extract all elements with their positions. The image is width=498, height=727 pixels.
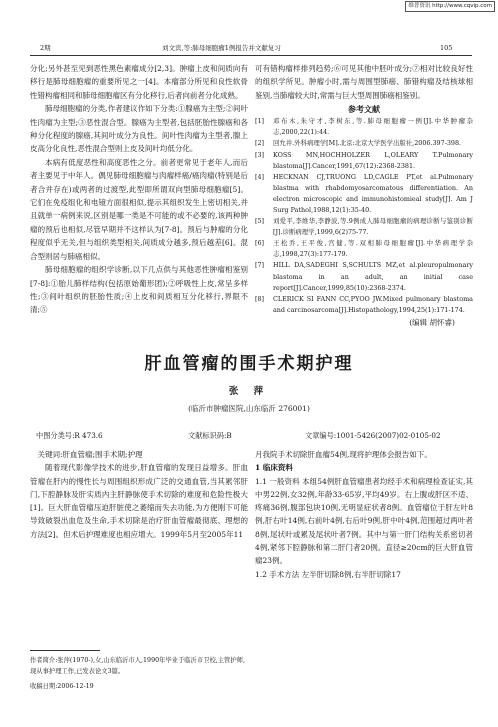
- paragraph: 肺母细胞瘤的分类,作者建议作如下分类:①腺癌为主型;②间叶性肉瘤为主型;③恶性混合型。腺癌为主型者,包括胚胎性腺癌和各种分化程度的腺癌,其间叶成分为良性。间叶性肉瘤为主型者,腺上皮高分化良性,恶性混合型则上皮及间叶均低分化。: [30, 104, 248, 154]
- reference-item: [6] 王松乔,王平俊,宫健,等.双相肺母细胞瘤[J].中华病理学杂志,1998,27(3):177-179.: [255, 239, 473, 259]
- header-rule: [30, 55, 472, 56]
- paragraph: 本病有低度恶性和高度恶性之分。前者更常见于老年人,而后者主要见于中年人。偶见肺母细胞瘤与肉瘤样癌/癌肉瘤(特别是后者合并存在)或两者的过渡型,此型即所谓双向型肺母细胞瘤[5]。它们在免疫组化和电镜方面很相似,提示其组织发生上密切相关,并且就单一病例来说,区别是哪一类是不可能的或不必要的,该两种肿瘤的预后也相似,尽管早期并不这样认为[7-8]。预后与肿瘤的分化程度似乎无关,但与组织类型相关,间质成分越多,预后越差[6]。混合型则居与肺癌相似。: [30, 157, 248, 261]
- paragraph: 可有错构瘤样排列趋势;⑥可见其他中胚叶成分;⑦相对比较良好性的组织学所见。肿瘤小时,需与周围型肺癌、肺错构瘤及结核球相鉴别,当肺瘤较大时,常需与巨大型周围肺癌相鉴别。: [255, 64, 473, 100]
- paragraph: 月我院手术切除肝血瘤54例,现将护理体会报告如下。: [255, 450, 432, 459]
- prev-article-left-column: [30, 62, 248, 317]
- reference-item: [3] KOSS MN,HOCHHOLZER L,OLEARY T.Pulmonary blastoma[J].Cancer,1991,67(12):2368-2381.: [255, 150, 473, 170]
- reference-item: [5] 刘爱平,李维华,李静波,等.9例成人肺母细胞瘤的病理诊断与鉴别诊断[J].诊断病理学,1999,6(2)75-77.: [255, 217, 473, 237]
- paragraph: 分化;另外甚至见到恶性黑色素瘤成分[2,3]。肿瘤上皮和间质向有移行是肺母细胞瘤的重要所见之一[4]。本瘤部分所见和良性软骨性错构瘤相同和肺母细胞瘤区有分化移行,后者向前者分化成熟。: [30, 64, 248, 100]
- article-right-column: [255, 448, 473, 581]
- page-number: 105: [440, 44, 453, 52]
- paragraph: 随着现代影像学技术的进步,肝血管瘤的发现日益增多。肝血管瘤在肝内的慢性长与周围组织形成广泛的交通血管,当其累邻肝门,下腔静脉及肝实质内主肝静脉使手术切除的难度和危险性极大[1]。巨大肝血管瘤压迫肝脏使之萎缩而失去功能,为方便刚下可能导致破裂出血危及生命,手术切除是治疗肝血管瘤最彻底、理想的方法[2]。但术后护理难度也相应增大。1999年5月至2005年11: [30, 463, 248, 539]
- reference-item: [8] CLERICK SI FANN CC,PYOO JW.Mixed pulmonary blastoma and carcinosarcoma[J].Histopathology,1994,25(1):171-174.: [255, 294, 473, 314]
- footnote-rule: [30, 650, 100, 651]
- prev-article-right-column: [255, 62, 473, 329]
- article-number: 文章编号:1001-5426(2007)02-0105-02: [305, 431, 441, 440]
- article-affiliation: (临沂市肿瘤医院,山东临沂 276001): [188, 404, 310, 413]
- document-code: 文献标识码:B: [188, 431, 232, 440]
- reference-list: [255, 116, 473, 316]
- clc-number: 中图分类号:R 473.6: [36, 431, 103, 440]
- running-header: 刘文宾,等:肺母细胞瘤1例报告并文献复习: [162, 44, 281, 52]
- editor-note: (编辑 胡怀睿): [409, 317, 455, 327]
- section-heading: 1 临床资料: [255, 463, 293, 473]
- keywords: 关键词:肝血管瘤;围手术期;护理: [37, 450, 143, 459]
- received-date: 收稿日期:2006-12-19: [30, 683, 94, 690]
- article-title: 肝血管瘤的围手术期护理: [144, 354, 354, 374]
- reference-item: [7] HILL DA,SADEGHI S,SCHULTS MZ,et al.pleuropulmonary blastoma in an adult, an initial case report[J].Cancer,1999,85(10):2368-2374.: [255, 261, 473, 292]
- article-author: 张 萍: [228, 386, 270, 397]
- reference-item: [2] 回允井.外科病理学[M].北京:北京大学医学出版社,2006.397-398.: [255, 139, 462, 148]
- author-footnote: 作者简介:张萍(1970-),女,山东临沂市人,1990年毕业于临沂市卫校,主管护师,现从事护理工作,已发表论文3篇。: [30, 657, 245, 675]
- paragraph: 1.2 手术方法 左半肝切除8例,右半肝切除17: [255, 569, 401, 579]
- source-watermark: 维普资讯 http://www.cqvip.com: [405, 1, 495, 12]
- reference-item: [1] 邓布木,朱守才,李树东,等.肺母细胞瘤一例[J].中华肿瘤杂志,2000,22(1):44.: [255, 117, 473, 137]
- paragraph: 1.1 一般资料 本组54例肝血管瘤患者均经手术和病理检查证实,其中男22例,女32例,年龄33-65岁,平均49岁。右上腹或肝区不适、疼痛36例,腹部包块10例,无明显症状者8例。血管瘤位于肝左叶8例,肝右叶14例,右前叶4例,右后叶9例,肝中叶4例,范围超过两叶者8例,尾状叶或累及尾状叶者7例。其中与第一肝门结构关系密切者4例,紧邻下腔静脉和第二肝门者20例。直径≥20cm的巨大肝血管瘤23例。: [255, 476, 473, 566]
- reference-item: [4] HECKNAN CJ,TRUONG LD,CAGLE PT,et al.Pulmonary blastma with rhabdomyosarcomatous differentiation. An electron microscopic and immunohistomieal study[J]. Am J Surg Pathol,1988,12(1):35-40.: [255, 172, 473, 214]
- references-title: 参考文献: [348, 104, 380, 115]
- article-left-column: [30, 448, 248, 541]
- issue-label: 2期: [40, 44, 51, 52]
- paragraph: 肺母细胞瘤的组织学诊断,以下几点供与其他恶性肿瘤相鉴别[7-8]:①胎儿肺样结构(包括原始葡形团);②呼吸性上皮,常呈多样性;③间叶组织的胚胎性质;④上皮和间质相互分化移行,界限不清;⑤: [30, 265, 248, 315]
